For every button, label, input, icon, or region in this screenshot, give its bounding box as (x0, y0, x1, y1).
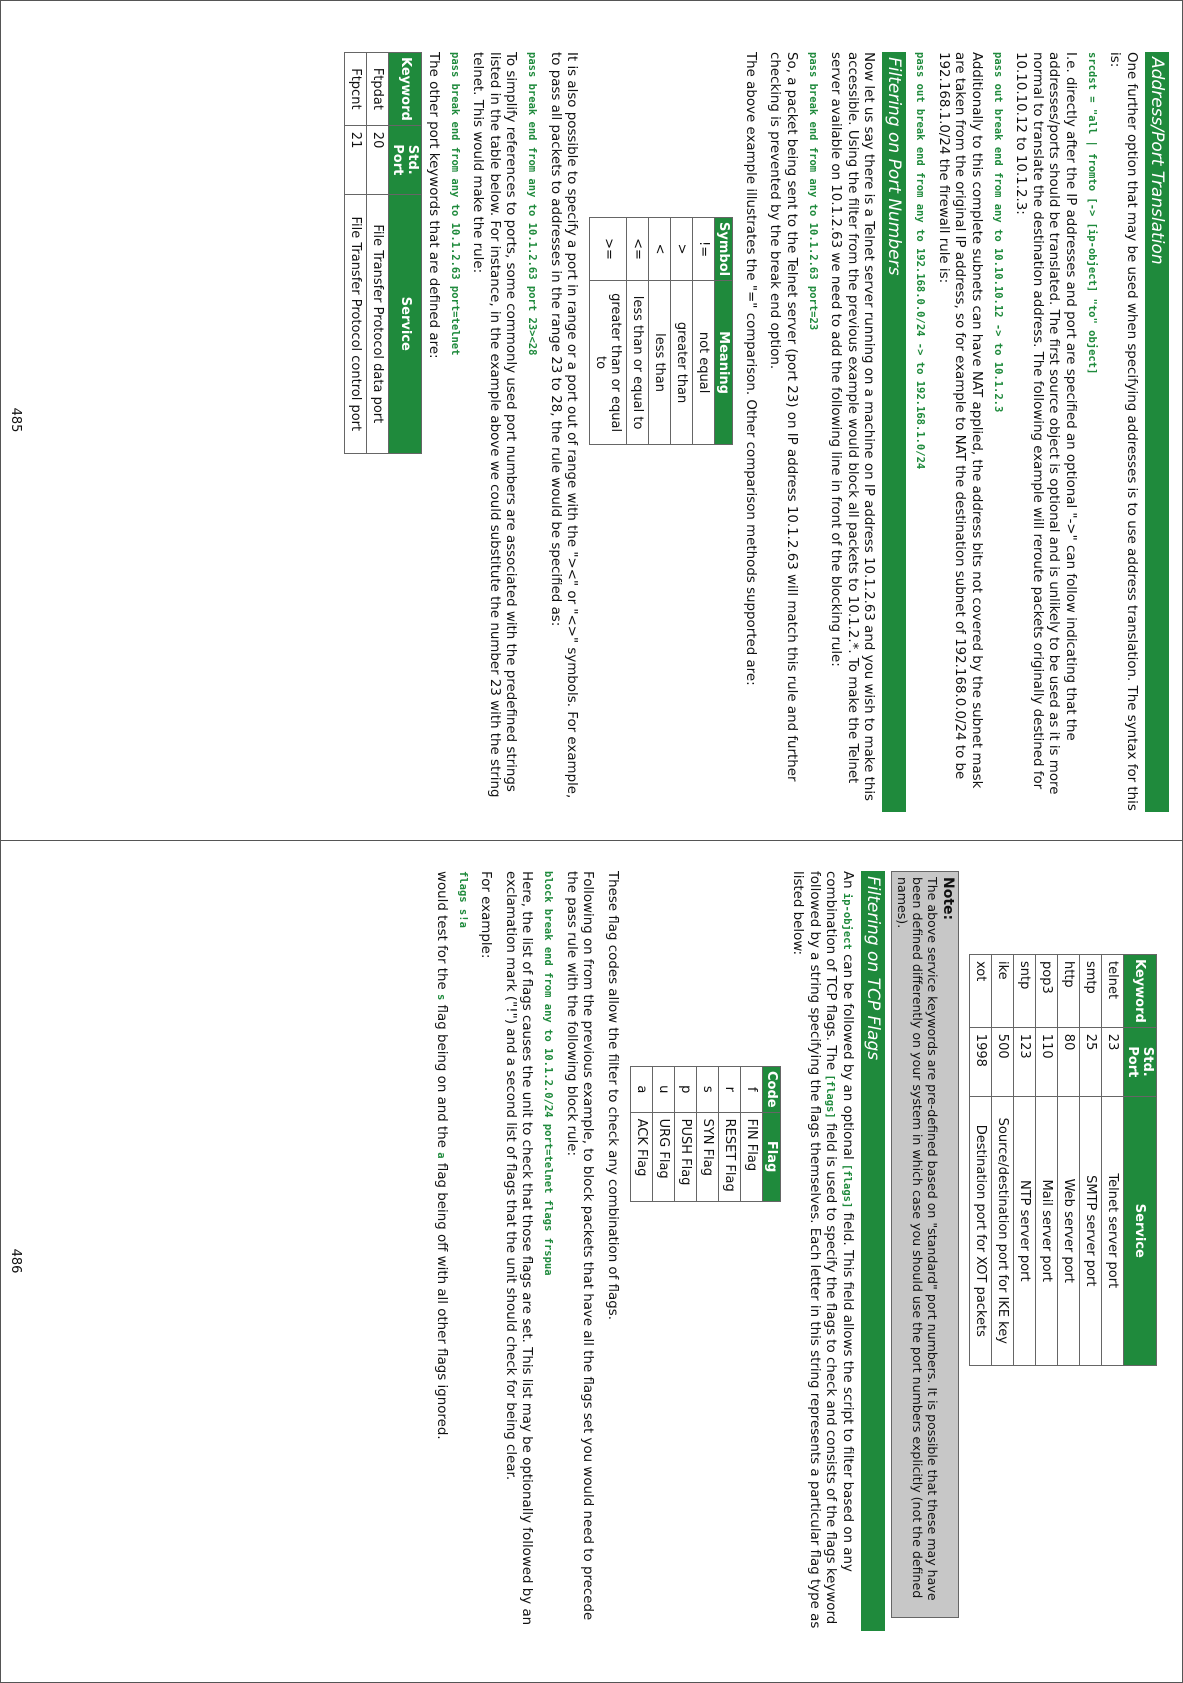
table-cell: ike (992, 955, 1014, 1028)
symbol-table-header: Meaning (715, 281, 733, 445)
table-cell: pop3 (1036, 955, 1058, 1028)
table-cell: RESET Flag (719, 1112, 741, 1201)
paragraph (789, 871, 855, 1631)
paragraph: The other port keywords that are defined are: (426, 52, 441, 359)
table-cell: smtp (1080, 955, 1102, 1028)
code-line: pass break end from any to 10.1.2.63 port=telnet (449, 52, 461, 356)
text-run: flag being off with all other flags ignored. (434, 1158, 449, 1440)
text-run: field is used to specify the flags to check and consists of the flags keyword followed by a string specifying the flags themselves. Each letter in this string represents a particular flag type as listed below: (790, 871, 839, 1629)
table-row (741, 1067, 763, 1202)
paragraph: Following on from the previous example, to block packets that have all the flags set you would need to precede the pass rule with the following block rule: (564, 871, 596, 1621)
table-row (653, 1067, 675, 1202)
port-table-header: Std. Port (389, 125, 422, 194)
inline-code: ip-object (841, 892, 853, 950)
paragraph (433, 871, 450, 1631)
table-row (675, 1067, 697, 1202)
flag-table-wrap (630, 1066, 781, 1631)
paragraph: Now let us say there is a Telnet server running on a machine on IP address 10.1.2.63 and you wish to make this accessible. Using the filter from the previous example would block all packets to 10.1.2.*. To make the Telnet server available on 10.1.2.63 we need to add the following line in front of the blocking rule: (828, 52, 877, 802)
note-title: Note: (940, 877, 956, 921)
paragraph: The above example illustrates the "=" comparison. Other comparison methods supported are: (743, 52, 758, 686)
note-text: The above service keywords are pre-defined based on "standard" port numbers. It is possible that these may have been defined differently on your system in which case you should use the port numbers explicitly (not the defined names). (895, 877, 940, 1601)
table-cell: 110 (1036, 1027, 1058, 1096)
page-486 (0, 841, 1183, 1681)
table-cell: File Transfer Protocol data port (367, 194, 389, 453)
code-line: pass out break end from any to 10.10.10.12 -> to 10.1.2.3 (992, 52, 1004, 413)
page-486-column (425, 871, 1174, 1631)
table-cell: 1998 (970, 1027, 992, 1096)
table-row (970, 955, 992, 1366)
table-cell: 21 (345, 125, 367, 194)
tcp-flag-table (630, 1066, 781, 1202)
text-run: field. This field allows the script to filter based on any combination of TCP flags. The (823, 871, 855, 1572)
page-485-column (335, 52, 1174, 812)
table-cell: URG Flag (653, 1112, 675, 1201)
flag-table-header: Flag (763, 1112, 781, 1201)
table-cell: Ftpcnt (345, 53, 367, 126)
port-table-header: Std. Port (1124, 1027, 1157, 1096)
table-row (1058, 955, 1080, 1366)
table-cell: 23 (1102, 1027, 1124, 1096)
table-cell: less than or equal to (627, 281, 649, 445)
code-line: pass break end from any to 10.1.2.63 port 23><28 (526, 52, 539, 356)
table-cell: FIN Flag (741, 1112, 763, 1201)
table-cell: > (671, 218, 693, 281)
inline-code: s (435, 993, 447, 1001)
port-table-header: Service (389, 194, 422, 453)
table-cell: greater than or equal to (590, 281, 627, 445)
table-row (590, 218, 627, 445)
port-table-header: Service (1124, 1096, 1157, 1365)
text-run: flag being on and the (434, 1000, 449, 1153)
table-cell: SMTP server port (1080, 1096, 1102, 1365)
port-table-header: Keyword (389, 53, 422, 126)
paragraph: One further option that may be used when specifying addresses is to use address translation. The syntax for this is: (1107, 52, 1139, 811)
table-cell: 25 (1080, 1027, 1102, 1096)
table-cell: <= (627, 218, 649, 281)
port-table-header: Keyword (1124, 955, 1157, 1028)
table-cell: p (675, 1067, 697, 1113)
table-cell: 123 (1014, 1027, 1036, 1096)
paragraph: To simplify references to ports, some commonly used port numbers are associated with the predefined strings listed in the table below. For instance, in the example above we could substitute the number 23 with the string telnet. This would make the rule: (470, 52, 519, 798)
section-title-address-port-translation: Address/Port Translation (1145, 52, 1169, 812)
paragraph: These flag codes allow the filter to check any combination of flags. (605, 871, 620, 1320)
table-cell: Telnet server port (1102, 1096, 1124, 1365)
table-cell: Mail server port (1036, 1096, 1058, 1365)
table-cell: >= (590, 218, 627, 281)
table-cell: NTP server port (1014, 1096, 1036, 1365)
text-run: would test for the (434, 871, 449, 994)
table-cell: 20 (367, 125, 389, 194)
flag-table-header: Code (763, 1067, 781, 1113)
table-cell: less than (649, 281, 671, 445)
table-cell: http (1058, 955, 1080, 1028)
table-cell: f (741, 1067, 763, 1113)
paragraph: So, a packet being sent to the Telnet server (port 23) on IP address 10.1.2.63 will match this rule and further checking is prevented by the break end option. (767, 52, 799, 782)
table-cell: SYN Flag (697, 1112, 719, 1201)
symbol-table (590, 217, 734, 445)
paragraph: It is also possible to specify a port in range or a port out of range with the "><" or "<>" symbols. For example, to pass all packets to addresses in the range 23 to 28, the rule would be specified as: (548, 52, 580, 799)
page-number: 485 (8, 407, 23, 433)
paragraph: For example: (478, 871, 494, 959)
table-row (627, 218, 649, 445)
table-cell: < (649, 218, 671, 281)
table-row (719, 1067, 741, 1202)
table-cell: Source/destination port for IKE key (992, 1096, 1014, 1365)
table-row (671, 218, 693, 445)
port-table-continued-wrap (969, 954, 1157, 1631)
text-run: can be followed by an optional (840, 949, 855, 1165)
page-number: 486 (8, 1248, 23, 1274)
table-cell: ACK Flag (631, 1112, 653, 1201)
table-row (1014, 955, 1036, 1366)
table-cell: r (719, 1067, 741, 1113)
table-row (631, 1067, 653, 1202)
inline-code: [flags] (824, 1074, 837, 1119)
note-box (891, 871, 959, 1618)
page-485 (0, 0, 1183, 840)
table-row (367, 53, 389, 454)
table-row (1080, 955, 1102, 1366)
table-cell: sntp (1014, 955, 1036, 1028)
symbol-table-header: Symbol (715, 218, 733, 281)
table-cell: File Transfer Protocol control port (345, 194, 367, 453)
table-cell: Ftpdat (367, 53, 389, 126)
paragraph: Here, the list of flags causes the unit to check that those flags are set. This list may be optionally followed by an exclamation mark ("!") and a second list of flags that the unit should check for being clear. (503, 871, 535, 1626)
table-cell: greater than (671, 281, 693, 445)
table-cell: telnet (1102, 955, 1124, 1028)
code-line: srcdst = "all | fromto [-> [ip-object] "to" object] (1086, 52, 1098, 375)
table-cell: PUSH Flag (675, 1112, 697, 1201)
table-row (992, 955, 1014, 1366)
paragraph: I.e. directly after the IP addresses and port are specified an optional "->" can follow indicating that the addresses/ports should be translated. The first source object is optional and is unlikely to be used as it is more normal to translate the destination address. The following example will reroute packets originally destined for 10.10.10.12 to 10.1.2.3: (1013, 52, 1078, 795)
code-line: pass break end from any to 10.1.2.63 port=23 (807, 52, 819, 331)
table-cell: 500 (992, 1027, 1014, 1096)
table-cell: a (631, 1067, 653, 1113)
port-table-wrap (345, 52, 423, 812)
table-cell: Web server port (1058, 1096, 1080, 1365)
paragraph: Additionally to this complete subnets can have NAT applied, the address bits not covered by the subnet mask are taken from the original IP address, so for example to NAT the destination subnet of 192.168.0.0/24 to be 192.168.1.0/24 the firewall rule is: (936, 52, 984, 789)
code-line: pass out break end from any to 192.168.0.0/24 -> to 192.168.1.0/24 (914, 52, 927, 470)
port-keyword-table (345, 52, 423, 454)
table-cell: != (693, 218, 715, 281)
table-cell: xot (970, 955, 992, 1028)
code-line: block break end from any to 10.1.2.0/24 port=telnet flags frspua (542, 871, 555, 1276)
table-row (649, 218, 671, 445)
table-cell: not equal (693, 281, 715, 445)
section-title-filtering-tcp-flags: Filtering on TCP Flags (861, 871, 885, 1631)
symbol-table-wrap (590, 217, 734, 812)
inline-code: [flags] (841, 1164, 853, 1209)
table-row (1036, 955, 1058, 1366)
table-row (693, 218, 715, 445)
table-cell: u (653, 1067, 675, 1113)
table-row (1102, 955, 1124, 1366)
text-run: An (840, 871, 855, 893)
inline-code: a (435, 1152, 447, 1159)
code-line: flags s!a (457, 871, 469, 928)
table-cell: 80 (1058, 1027, 1080, 1096)
table-cell: s (697, 1067, 719, 1113)
table-cell: Destination port for XOT packets (970, 1096, 992, 1365)
section-title-filtering-port-numbers: Filtering on Port Numbers (883, 52, 907, 812)
table-row (697, 1067, 719, 1202)
port-keyword-table-continued (969, 954, 1157, 1366)
table-row (345, 53, 367, 454)
